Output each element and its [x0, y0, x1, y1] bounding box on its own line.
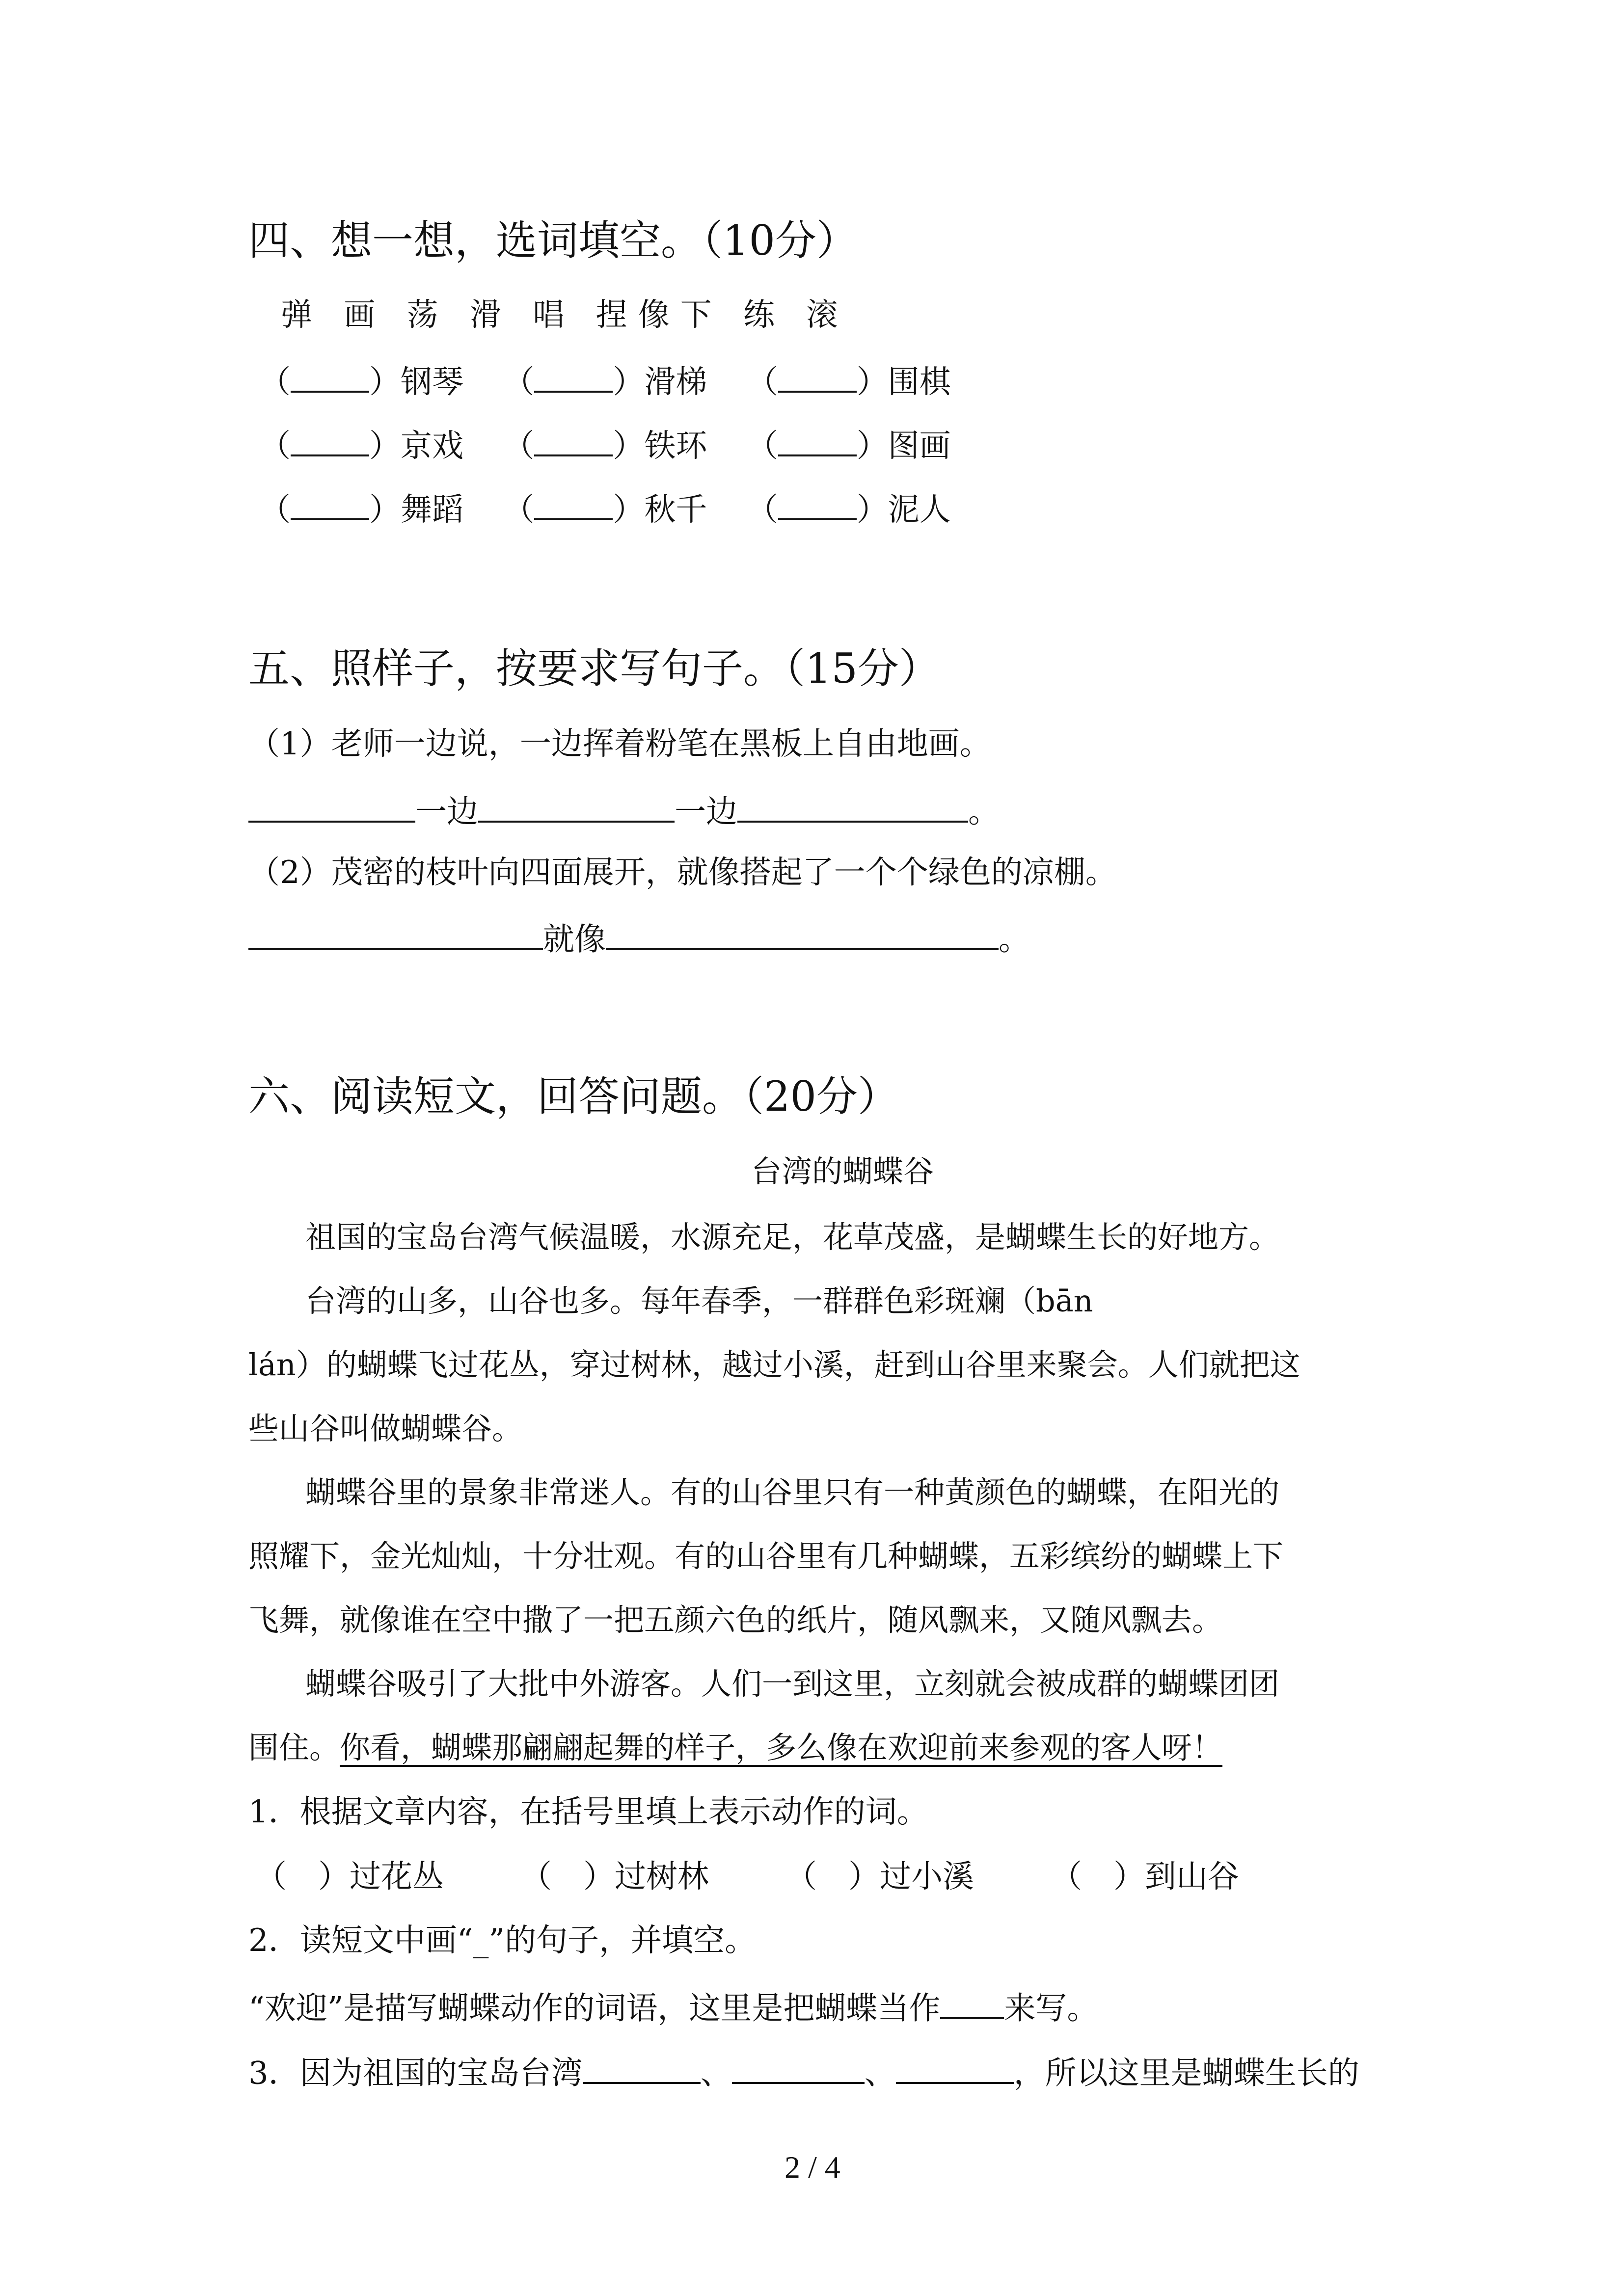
answer-blank[interactable] — [248, 792, 415, 823]
underlined-sentence: 你看，蝴蝶那翩翩起舞的样子，多么像在欢迎前来参观的客人呀！ — [340, 1730, 1223, 1765]
q2-answer-line — [248, 920, 1030, 956]
passage-title: 台湾的蝴蝶谷 — [751, 1153, 934, 1189]
word-label: ）京戏 — [369, 427, 463, 464]
paren-open: （ — [259, 364, 291, 400]
answer-blank[interactable] — [291, 490, 369, 520]
question-2-fill — [248, 1989, 1098, 2025]
paren-open: （ — [746, 364, 778, 400]
word-label: ）秋千 — [613, 491, 707, 528]
answer-blank[interactable] — [940, 1989, 1004, 2019]
answer-blank[interactable] — [291, 426, 369, 456]
answer-blank[interactable] — [478, 792, 675, 823]
paren-open: （ — [746, 427, 778, 464]
answer-blank[interactable] — [583, 2054, 701, 2084]
paren-open: （ — [259, 491, 291, 528]
answer-blank[interactable] — [248, 920, 543, 950]
word-label: ）图画 — [856, 427, 951, 464]
paren-open: （ — [503, 491, 535, 528]
section5-title: 五、照样子，按要求写句子。（15分） — [248, 644, 940, 693]
word-label: ）舞蹈 — [369, 491, 463, 528]
q2-text-b: 来写。 — [1004, 1990, 1099, 2027]
period: 。 — [968, 794, 1000, 830]
q1-item[interactable]: （ ）过树林 — [520, 1859, 709, 1895]
separator: 、 — [700, 2055, 732, 2092]
period: 。 — [999, 921, 1030, 958]
q3-text-b: ，所以这里是蝴蝶生长的 — [1013, 2055, 1359, 2092]
passage-p2-line2: lán）的蝴蝶飞过花丛，穿过树林，越过小溪，赶到山谷里来聚会。人们就把这 — [248, 1347, 1300, 1383]
answer-blank[interactable] — [534, 490, 613, 520]
section6-title: 六、阅读短文，回答问题。（20分） — [248, 1072, 899, 1121]
answer-blank[interactable] — [732, 2054, 865, 2084]
passage-p1: 祖国的宝岛台湾气候温暖，水源充足，花草茂盛，是蝴蝶生长的好地方。 — [305, 1219, 1280, 1255]
answer-blank[interactable] — [291, 362, 369, 393]
paren-open: （ — [259, 427, 291, 464]
q1-item[interactable]: （ ）过小溪 — [785, 1859, 974, 1895]
word-label: ）泥人 — [856, 491, 951, 528]
word-bank: 弹 画 荡 滑 唱 捏像下 练 滚 — [281, 297, 849, 333]
question-2: 2．读短文中画“_”的句子，并填空。 — [248, 1922, 757, 1959]
q2-text-a: “欢迎”是描写蝴蝶动作的词语，这里是把蝴蝶当作 — [248, 1990, 941, 2027]
plain-text: 围住。 — [248, 1730, 340, 1765]
page-number: 2 / 4 — [785, 2150, 840, 2185]
answer-blank[interactable] — [606, 920, 999, 950]
word-label: ）滑梯 — [613, 364, 707, 400]
answer-blank[interactable] — [534, 426, 613, 456]
passage-p4-line1: 蝴蝶谷吸引了大批中外游客。人们一到这里，立刻就会被成群的蝴蝶团团 — [305, 1666, 1280, 1702]
passage-p2-line1: 台湾的山多，山谷也多。每年春季，一群群色彩斑斓（bān — [305, 1283, 1093, 1319]
paren-open: （ — [503, 364, 535, 400]
fill-row-2 — [259, 426, 951, 462]
paren-open: （ — [503, 427, 535, 464]
word-label: ）围棋 — [856, 364, 951, 400]
answer-blank[interactable] — [534, 362, 613, 393]
passage-p2-line3: 些山谷叫做蝴蝶谷。 — [248, 1411, 523, 1446]
q1-example: （1）老师一边说，一边挥着粉笔在黑板上自由地画。 — [248, 726, 991, 762]
q1-answer-line — [248, 792, 1000, 828]
answer-blank[interactable] — [737, 792, 968, 823]
fill-row-1 — [259, 362, 951, 398]
word-label: ）铁环 — [613, 427, 707, 464]
answer-blank[interactable] — [778, 490, 857, 520]
passage-p4-line2 — [248, 1730, 1223, 1765]
question-1: 1．根据文章内容，在括号里填上表示动作的词。 — [248, 1794, 928, 1830]
passage-p3-line2: 照耀下，金光灿灿，十分壮观。有的山谷里有几种蝴蝶，五彩缤纷的蝴蝶上下 — [248, 1538, 1284, 1574]
separator: 、 — [864, 2055, 896, 2092]
word-label: ）钢琴 — [369, 364, 463, 400]
paren-open: （ — [746, 491, 778, 528]
question-1-items — [255, 1861, 1239, 1893]
passage-p3-line1: 蝴蝶谷里的景象非常迷人。有的山谷里只有一种黄颜色的蝴蝶，在阳光的 — [305, 1474, 1280, 1510]
section4-title: 四、想一想，选词填空。（10分） — [248, 216, 858, 265]
yibian-label: 一边 — [415, 794, 478, 830]
q2-example: （2）茂密的枝叶向四面展开，就像搭起了一个个绿色的凉棚。 — [248, 854, 1117, 891]
question-3 — [248, 2054, 1359, 2092]
answer-blank[interactable] — [896, 2054, 1014, 2084]
yibian-label: 一边 — [675, 794, 737, 830]
q1-item[interactable]: （ ）到山谷 — [1051, 1859, 1239, 1895]
q3-text-a: 3．因为祖国的宝岛台湾 — [248, 2055, 583, 2092]
passage-p3-line3: 飞舞，就像谁在空中撒了一把五颜六色的纸片，随风飘来，又随风飘去。 — [248, 1602, 1223, 1638]
answer-blank[interactable] — [778, 362, 857, 393]
answer-blank[interactable] — [778, 426, 857, 456]
q1-item[interactable]: （ ）过花丛 — [255, 1859, 444, 1895]
jiuxiang-label: 就像 — [543, 921, 606, 958]
fill-row-3 — [259, 490, 951, 526]
